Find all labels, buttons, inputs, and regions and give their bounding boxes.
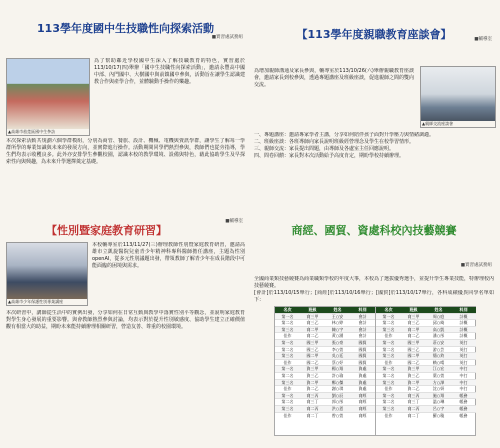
results-left-cell: 國三乙 — [306, 346, 319, 352]
parenting-photo — [420, 66, 496, 128]
results-right-cell: 葉○萱 — [432, 372, 445, 378]
results-left-row — [275, 398, 375, 405]
results-right-row — [376, 346, 476, 353]
results-right-rows — [376, 313, 476, 419]
results-right-cell: 中打 — [459, 386, 468, 392]
parenting-body-1: 為增加親師溝通及家長參與，輔導室於113/10/26(六)舉辦親職教育座談會，邀請家長到校參與，透過專題講座及班級座談，促進親師之間的雙向交流。 — [254, 68, 414, 88]
results-right-cell: 第三名 — [382, 353, 395, 359]
results-right-cell: 計概 — [459, 320, 468, 326]
results-left-cell: 第一名 — [281, 366, 294, 372]
results-right-cell: 英打 — [459, 346, 468, 352]
results-right-cell: 高○凱 — [432, 326, 445, 332]
results-left-header-cell: 科別 — [358, 307, 367, 312]
results-right-header-cell: 班級 — [409, 307, 418, 312]
results-right-cell: 佳作 — [384, 333, 393, 339]
results-right-cell: 國二甲 — [407, 353, 420, 359]
results-left-cell: 國貿 — [358, 353, 367, 359]
results-right-cell: 施○翔 — [432, 392, 445, 398]
results-right-row — [376, 365, 476, 372]
results-right-row — [376, 405, 476, 412]
results-right-header-cell: 姓名 — [434, 307, 443, 312]
results-right-cell: 游○芸 — [432, 346, 445, 352]
results-right-row — [376, 352, 476, 359]
results-right-cell: 中打 — [459, 366, 468, 372]
results-left-cell: 李○萱 — [331, 346, 344, 352]
science-body-1: 為了幫助鄰近學校國中生深入了解技職教育的特色，實習處於113/10/17(四)舉辦「國中生技職性向探索活動」，邀請永豐高中國中部、內門國中、大樹國中與前鎮國中參與，活動旨在讓學生認識建教合作與產學合作，並體驗動手操作的樂趣。 — [94, 58, 245, 85]
left-column — [6, 6, 245, 394]
results-right-cell: 帳務 — [459, 392, 468, 398]
science-photo-caption: ▲高雄市茄萣區國中生參訪 — [7, 129, 89, 135]
parenting-byline: ■輔導室 — [474, 37, 492, 42]
contest-byline: ■實習處試務組 — [460, 263, 492, 268]
results-left-cell: 劉○辰 — [331, 392, 344, 398]
contest-intro: 全國商業類技藝競賽為商業職類學校的年度大事，本校為了選拔優秀選手，並提升學生專業技能，特辦理校內技藝競賽。 — [254, 276, 494, 289]
results-right-cell: 資三乙 — [407, 372, 420, 378]
results-left-cell: 資三乙 — [306, 372, 319, 378]
results-left-row — [275, 412, 375, 419]
results-table-left — [275, 307, 375, 435]
results-left-cell: 商二乙 — [306, 333, 319, 339]
results-left-cell: 資二甲 — [306, 379, 319, 385]
results-left-cell: 商三甲 — [306, 313, 319, 319]
results-left-cell: 資處 — [358, 372, 367, 378]
results-right-row — [376, 385, 476, 392]
results-left-cell: 鄭○傑 — [331, 379, 344, 385]
results-right-cell: 資三甲 — [407, 366, 420, 372]
results-left-cell: 黃○涵 — [331, 333, 344, 339]
results-right-cell: 商三丙 — [407, 392, 420, 398]
results-left-header-cell: 姓名 — [333, 307, 342, 312]
contest-title: 商經、國貿、資處科校內技藝競賽 — [291, 224, 457, 237]
results-right-cell: 第二名 — [382, 372, 395, 378]
results-right-cell: 簡○鈞 — [432, 353, 445, 359]
results-right-cell: 英打 — [459, 339, 468, 345]
results-left-cell: 商經 — [358, 392, 367, 398]
results-left-cell: 第三名 — [281, 405, 294, 411]
results-left-cell: 國貿 — [358, 359, 367, 365]
results-right-cell: 羅○璇 — [432, 412, 445, 418]
results-right-cell: 沈○妍 — [432, 386, 445, 392]
parenting-title: 【113學年度親職教育座談會】 — [296, 28, 452, 41]
results-left-cell: 佳作 — [283, 412, 292, 418]
results-left-cell: 第二名 — [281, 320, 294, 326]
results-left-cell: 第三名 — [281, 326, 294, 332]
results-right-cell: 第三名 — [382, 326, 395, 332]
science-photo — [6, 58, 90, 136]
gender-photo — [6, 242, 88, 306]
results-right-cell: 資二乙 — [407, 386, 420, 392]
results-right-row — [376, 392, 476, 399]
parenting-section — [254, 28, 494, 188]
results-left-row — [275, 352, 375, 359]
results-left-row — [275, 405, 375, 412]
results-left-cell: 資處 — [358, 379, 367, 385]
results-left-cell: 商三乙 — [306, 320, 319, 326]
results-left-row — [275, 339, 375, 346]
results-right-cell: 計概 — [459, 313, 468, 319]
results-table-right — [375, 307, 476, 435]
results-left-cell: 國貿 — [358, 346, 367, 352]
results-right-cell: 第三名 — [382, 405, 395, 411]
results-left-cell: 商三丁 — [306, 399, 319, 405]
science-body-2: 本次探索活動共規劃六個學群模組，分別為商管、餐旅、設計、機械、電機與資訊學群，讓學生了解每一學群所學的專業知識與未來的發展方向，並實際進行操作。活動期間同學們熱烈參與，教師們也從旁指導，學生們均表示收穫良多。此外亦安排學生參觀校園，認識本校的教學環境、設備與特色，藉此協助學生及早探索性向與興趣，為未來升學選擇奠定基礎。 — [6, 138, 245, 165]
results-right-cell: 帳務 — [459, 412, 468, 418]
results-left-cell: 佳作 — [283, 333, 292, 339]
results-right-cell: 中打 — [459, 372, 468, 378]
results-left-cell: 會計 — [358, 313, 367, 319]
results-right-cell: 第二名 — [382, 320, 395, 326]
results-left-cell: 吳○廷 — [331, 353, 344, 359]
results-left-cell: 第一名 — [281, 339, 294, 345]
results-left-cell: 佳作 — [283, 386, 292, 392]
results-left-cell: 洪○恩 — [331, 405, 344, 411]
results-left-cell: 國二乙 — [306, 359, 319, 365]
results-left-cell: 會計 — [358, 326, 367, 332]
results-right-cell: 英打 — [459, 353, 468, 359]
parenting-photo-image — [421, 67, 495, 121]
contest-dates: [會計]於113/10/15舉行；[商經]於113/10/16舉行；[國貿]於113/10/17舉行，各科成績優異同學名單如下： — [254, 290, 494, 303]
results-right-cell: 商三丁 — [407, 399, 420, 405]
results-left-row — [275, 385, 375, 392]
results-left-row — [275, 313, 375, 320]
results-left-header — [275, 307, 375, 313]
results-right-cell: 第一名 — [382, 313, 395, 319]
results-right-cell: 商三甲 — [407, 313, 420, 319]
results-left-cell: 商二丁 — [306, 412, 319, 418]
science-byline: ■實習處試務組 — [211, 35, 243, 40]
results-right-cell: 商二乙 — [407, 333, 420, 339]
results-right-cell: 溫○琳 — [432, 399, 445, 405]
results-right-cell: 第一名 — [382, 392, 395, 398]
results-right-row — [376, 326, 476, 333]
results-left-cell: 第三名 — [281, 379, 294, 385]
results-left-cell: 第一名 — [281, 313, 294, 319]
results-left-cell: 商經 — [358, 399, 367, 405]
results-right-cell: 佳作 — [384, 359, 393, 365]
results-left-cell: 國三甲 — [306, 339, 319, 345]
results-right-row — [376, 339, 476, 346]
results-right-cell: 英打 — [459, 359, 468, 365]
results-left-cell: 第二名 — [281, 346, 294, 352]
results-left-cell: 第三名 — [281, 353, 294, 359]
results-right-cell: 賴○晴 — [432, 359, 445, 365]
results-right-row — [376, 398, 476, 405]
results-right-row — [376, 379, 476, 386]
results-right-cell: 中打 — [459, 379, 468, 385]
results-right-cell: 周○庭 — [432, 313, 445, 319]
results-left-row — [275, 346, 375, 353]
gender-byline: ■輔導室 — [225, 219, 243, 224]
results-right-row — [376, 359, 476, 366]
results-left-cell: 會計 — [358, 320, 367, 326]
results-left-cell: 王○安 — [331, 313, 344, 319]
results-left-cell: 商經 — [358, 405, 367, 411]
results-left-cell: 國貿 — [358, 339, 367, 345]
results-right-cell: 資二甲 — [407, 379, 420, 385]
results-right-cell: 商二甲 — [407, 326, 420, 332]
results-left-cell: 陳○宇 — [331, 326, 344, 332]
results-right-row — [376, 319, 476, 326]
results-left-cell: 第二名 — [281, 399, 294, 405]
results-left-row — [275, 392, 375, 399]
results-right-cell: 邱○綺 — [432, 320, 445, 326]
results-left-cell: 林○婷 — [331, 320, 344, 326]
results-left-cell: 商三丙 — [306, 392, 319, 398]
contest-section — [254, 224, 494, 448]
results-left-cell: 張○豪 — [331, 339, 344, 345]
results-left-cell: 資三甲 — [306, 366, 319, 372]
results-left-row — [275, 379, 375, 386]
results-right-cell: 計概 — [459, 326, 468, 332]
results-right-cell: 呂○宇 — [432, 405, 445, 411]
parenting-photo-caption: ▲親師交流座談會 — [421, 121, 495, 127]
results-left-cell: 曾○萱 — [331, 412, 344, 418]
results-left-row — [275, 332, 375, 339]
results-left-row — [275, 372, 375, 379]
results-right-row — [376, 372, 476, 379]
gender-photo-caption: ▲高雄市少年保護性別專業講座 — [7, 299, 87, 305]
gender-photo-image — [7, 243, 87, 299]
results-left-cell: 第二名 — [281, 372, 294, 378]
results-right-cell: 佳作 — [384, 412, 393, 418]
results-right-cell: 帳務 — [459, 399, 468, 405]
results-left-cell: 商經 — [358, 412, 367, 418]
results-left-header-cell: 班級 — [308, 307, 317, 312]
gender-section — [6, 218, 245, 408]
science-photo-image — [7, 59, 89, 129]
results-right-row — [376, 313, 476, 320]
right-column — [254, 6, 494, 418]
results-left-cell: 郭○彤 — [331, 399, 344, 405]
results-right-header-cell: 名次 — [384, 307, 393, 312]
gender-body-2: 本次研習中，講師從生活中的實例出發，分享如何在日常互動與教學中落實性別平等觀念，並說明家庭教育對學生身心發展的重要影響。與會教師熱烈參與討論，均表示對於提升性別敏感度、協助學生建立正確價值觀有相當大的助益，期盼未來能持續辦理相關研習，營造友善、尊重的校園環境。 — [6, 310, 245, 330]
results-right-cell: 國二乙 — [407, 359, 420, 365]
results-left-cell: 會計 — [358, 333, 367, 339]
results-right-cell: 莊○安 — [432, 339, 445, 345]
gender-body-1: 本校輔導室於113/11/27(三)辦理教師性別暨家庭教育研習，邀請高雄市立凱旋醫院兒童青少年精神科專科醫師擔任講座，主題為性別openAI，從多元性別議題出發，帶領教師了解青少年在成長階段中可能面臨的困境與需求。 — [92, 242, 245, 269]
results-left-cell: 商二甲 — [306, 326, 319, 332]
results-left-cell: 佳作 — [283, 359, 292, 365]
results-right-cell: 第一名 — [382, 366, 395, 372]
results-right-cell: 第二名 — [382, 399, 395, 405]
results-left-row — [275, 319, 375, 326]
results-right-row — [376, 412, 476, 419]
results-right-cell: 帳務 — [459, 405, 468, 411]
results-left-cell: 許○瑜 — [331, 372, 344, 378]
results-left-cell: 第一名 — [281, 392, 294, 398]
results-right-cell: 商三乙 — [407, 320, 420, 326]
results-left-cell: 楊○翔 — [331, 366, 344, 372]
results-left-cell: 蔡○妤 — [331, 359, 344, 365]
results-left-header-cell: 名次 — [283, 307, 292, 312]
results-right-cell: 方○澤 — [432, 379, 445, 385]
results-right-cell: 第三名 — [382, 379, 395, 385]
results-right-cell: 計概 — [459, 333, 468, 339]
results-left-row — [275, 326, 375, 333]
results-left-cell: 國二甲 — [306, 353, 319, 359]
results-left-rows — [275, 313, 375, 419]
results-right-header — [376, 307, 476, 313]
results-right-cell: 第一名 — [382, 339, 395, 345]
results-right-header-cell: 科別 — [459, 307, 468, 312]
parenting-body-2: 一、專題講座：邀請專家學者主講，分享如何陪伴孩子面對升學壓力與情緒調適。 二、班級座談：各班導師向家長說明班級經營理念及學生在校學習情形。 三、親師交流：家長提出問題，由導師及各處室主任回應說明。 四、問卷回饋：家長對本次活動給予高度肯定，期盼學校持續辦理。 — [254, 132, 435, 159]
results-left-row — [275, 359, 375, 366]
results-right-cell: 江○宏 — [432, 366, 445, 372]
science-title: 113學年度國中生技職性向探索活動 — [37, 22, 214, 35]
results-right-cell: 國三甲 — [407, 339, 420, 345]
results-right-cell: 佳作 — [384, 386, 393, 392]
gender-title: 【性別暨家庭教育研習】 — [46, 224, 167, 237]
results-right-row — [376, 332, 476, 339]
results-right-cell: 潘○彤 — [432, 333, 445, 339]
results-right-cell: 國三乙 — [407, 346, 420, 352]
contest-results-table — [274, 306, 476, 436]
results-right-cell: 商二丁 — [407, 412, 420, 418]
results-left-cell: 謝○琪 — [331, 386, 344, 392]
results-left-row — [275, 365, 375, 372]
results-left-cell: 資處 — [358, 386, 367, 392]
results-left-cell: 商二丙 — [306, 405, 319, 411]
results-left-cell: 資處 — [358, 366, 367, 372]
results-left-cell: 資二乙 — [306, 386, 319, 392]
results-right-cell: 商二丙 — [407, 405, 420, 411]
results-right-cell: 第二名 — [382, 346, 395, 352]
science-section — [6, 22, 245, 218]
